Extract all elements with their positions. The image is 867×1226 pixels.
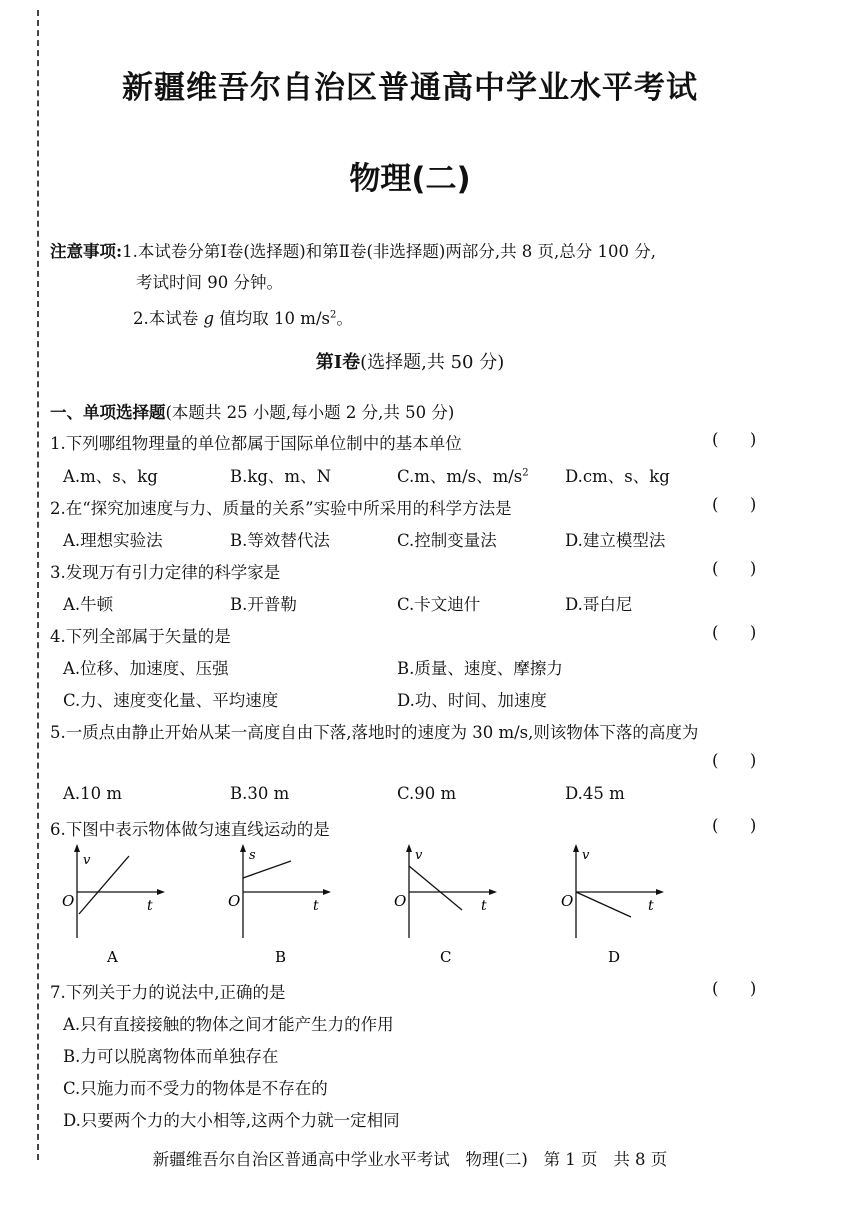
arrowhead [74, 844, 80, 852]
q3-option-d: D.哥白尼 [565, 595, 633, 614]
q5-option-c: C.90 m [397, 784, 457, 803]
q1-option-a: A.m、s、kg [63, 467, 158, 486]
footer-total: 共 8 页 [613, 1150, 668, 1169]
footer-subject: 物理(二) [465, 1150, 528, 1169]
q7-option-a: A.只有直接接触的物体之间才能产生力的作用 [63, 1015, 394, 1034]
x-axis-label: t [313, 898, 319, 914]
q4-option-c: C.力、速度变化量、平均速度 [63, 691, 279, 710]
x-axis-label: t [147, 898, 153, 914]
q7-option-b: B.力可以脱离物体而单独存在 [63, 1047, 279, 1066]
q7-option-c: C.只施力而不受力的物体是不存在的 [63, 1079, 328, 1098]
question-2-stem: 2.在“探究加速度与力、质量的关系”实验中所采用的科学方法是 [50, 499, 512, 518]
question-1-stem: 1.下列哪组物理量的单位都属于国际单位制中的基本单位 [50, 434, 462, 453]
graph-label: B [275, 948, 287, 966]
footer-page: 第 1 页 [543, 1150, 598, 1169]
y-axis-label: v [415, 848, 423, 863]
x-axis-label: t [481, 898, 487, 914]
answer-bracket: ( ) [712, 816, 757, 835]
question-7-stem: 7.下列关于力的说法中,正确的是 [50, 983, 286, 1002]
y-axis-label: s [249, 848, 256, 863]
graph-line [409, 866, 462, 910]
answer-bracket: ( ) [712, 751, 757, 770]
graph-line [576, 892, 631, 917]
arrowhead [323, 889, 331, 895]
arrowhead [240, 844, 246, 852]
exam-title: 新疆维吾尔自治区普通高中学业水平考试 [122, 70, 698, 106]
subject-title: 物理(二) [349, 161, 471, 197]
answer-bracket: ( ) [712, 495, 757, 514]
q1-option-c: C.m、m/s、$m/s^2$ [397, 467, 529, 486]
question-6-stem: 6.下图中表示物体做匀速直线运动的是 [50, 820, 330, 839]
question-3-stem: 3.发现万有引力定律的科学家是 [50, 563, 281, 582]
q4-option-d: D.功、时间、加速度 [397, 691, 547, 710]
q5-option-d: D.45 m [565, 784, 625, 803]
q2-option-c: C.控制变量法 [397, 531, 497, 550]
notes-item1-line1: 1.本试卷分第Ⅰ卷(选择题)和第Ⅱ卷(非选择题)两部分,共 8 页,总分 100 分, [122, 242, 657, 261]
notes-label: 注意事项: [50, 242, 123, 261]
notes-line-1 [50, 238, 656, 262]
graph-d [554, 842, 674, 967]
q3-option-c: C.卡文迪什 [397, 595, 481, 614]
question-5-stem: 5.一质点由静止开始从某一高度自由下落,落地时的速度为 30 m/s,则该物体下落的高度为 [50, 723, 699, 742]
q1-option-b: B.kg、m、N [230, 467, 332, 486]
origin-label: O [394, 892, 407, 910]
q5-option-a: A.10 m [63, 784, 123, 803]
origin-label: O [561, 892, 574, 910]
q1-option-d: D.cm、s、kg [565, 467, 670, 486]
answer-bracket: ( ) [712, 559, 757, 578]
graph-label: D [608, 948, 621, 966]
q5-option-b: B.30 m [230, 784, 290, 803]
graph-b [221, 842, 341, 967]
arrowhead [573, 844, 579, 852]
q3-option-a: A.牛顿 [63, 595, 114, 614]
q2-option-a: A.理想实验法 [63, 531, 163, 550]
arrowhead [406, 844, 412, 852]
arrowhead [656, 889, 664, 895]
section-heading: 第Ⅰ卷(选择题,共 50 分) [315, 352, 505, 373]
arrowhead [157, 889, 165, 895]
answer-bracket: ( ) [712, 623, 757, 642]
origin-label: O [228, 892, 241, 910]
q4-option-b: B.质量、速度、摩擦力 [397, 659, 563, 678]
graph-label: C [440, 948, 452, 966]
part-one-heading: 一、单项选择题(本题共 25 小题,每小题 2 分,共 50 分) [50, 403, 455, 422]
q2-option-d: D.建立模型法 [565, 531, 666, 550]
notes-item1-line2: 考试时间 90 分钟。 [136, 273, 283, 292]
page-footer [0, 1146, 820, 1170]
q7-option-d: D.只要两个力的大小相等,这两个力就一定相同 [63, 1111, 400, 1130]
answer-bracket: ( ) [712, 979, 757, 998]
notes-item2: 2.本试卷 g 值均取 10 $m/s^2$。 [133, 309, 353, 328]
graph-a [55, 842, 175, 967]
graph-c [387, 842, 507, 967]
graph-label: A [107, 948, 118, 966]
q3-option-b: B.开普勒 [230, 595, 297, 614]
footer-exam: 新疆维吾尔自治区普通高中学业水平考试 [152, 1150, 450, 1169]
question-4-stem: 4.下列全部属于矢量的是 [50, 627, 231, 646]
y-axis-label: v [582, 848, 590, 863]
y-axis-label: v [83, 853, 91, 868]
graph-line [243, 861, 291, 878]
x-axis-label: t [648, 898, 654, 914]
q4-option-a: A.位移、加速度、压强 [63, 659, 229, 678]
q2-option-b: B.等效替代法 [230, 531, 330, 550]
answer-bracket: ( ) [712, 430, 757, 449]
arrowhead [489, 889, 497, 895]
origin-label: O [62, 892, 75, 910]
